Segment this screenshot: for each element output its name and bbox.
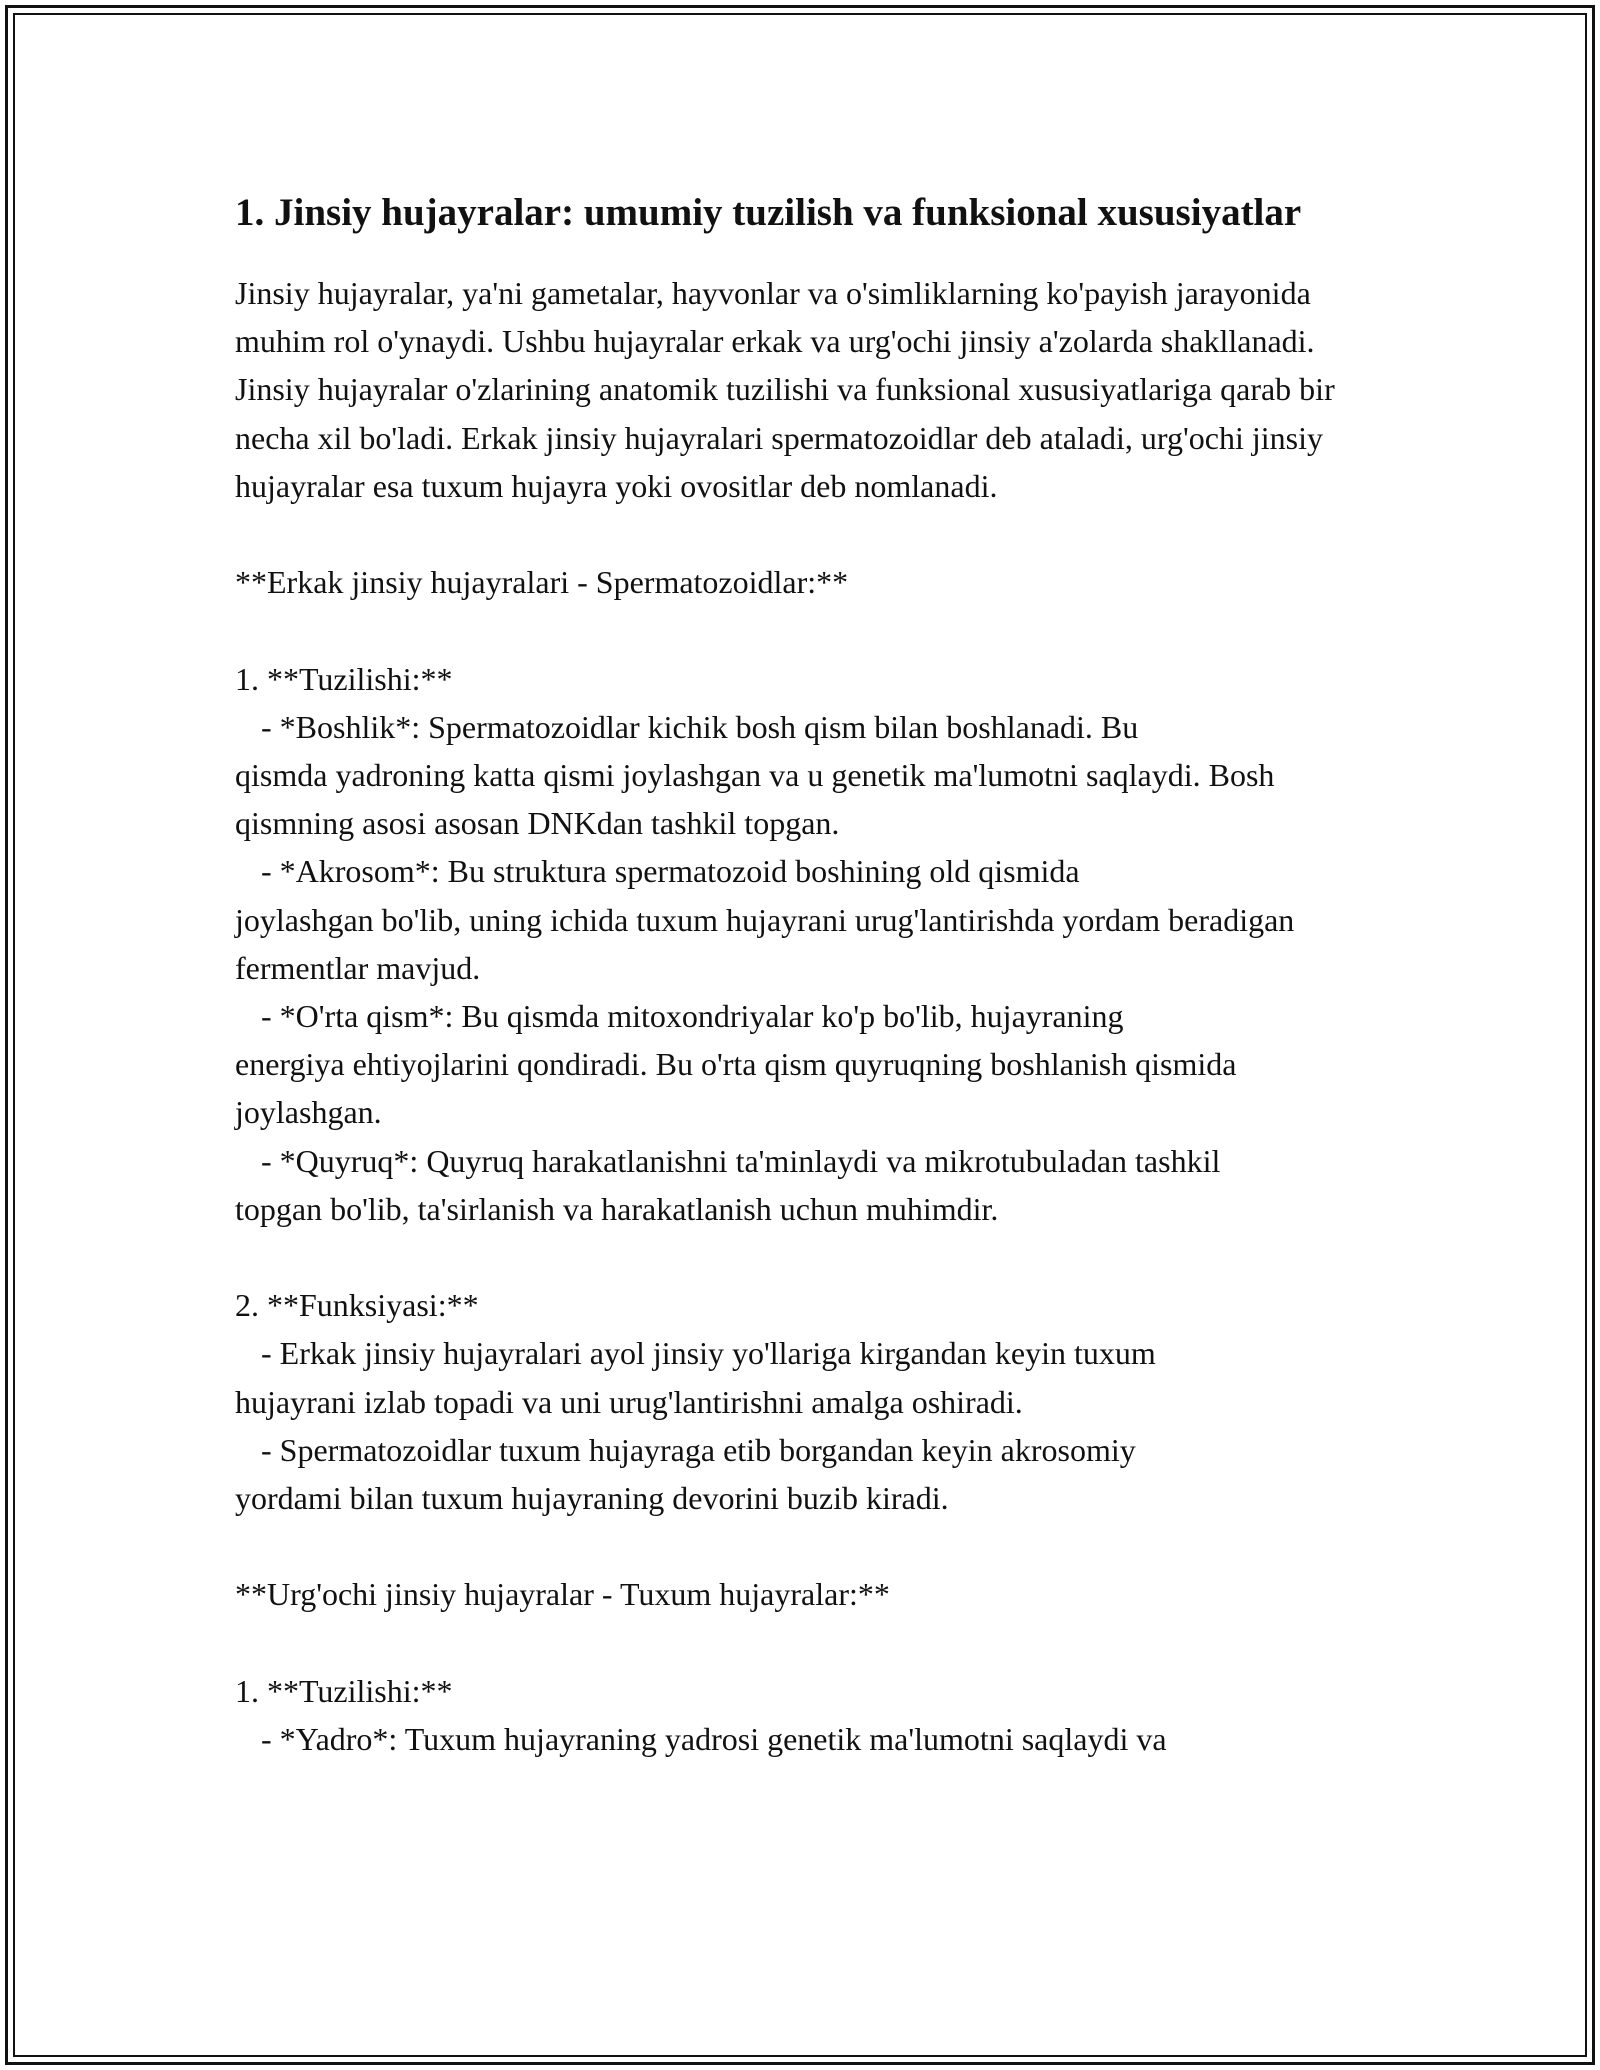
paragraph-gap: [235, 1619, 1385, 1667]
intro-paragraph: Jinsiy hujayralar, ya'ni gametalar, hayvonlar va o'simliklarning ko'payish jarayonida muhim rol o'ynaydi. Ushbu hujayralar erkak va urg'ochi jinsiy a'zolarda shakllanadi. Jinsiy hujayralar o'zlarining anatomik tuzilishi va funksional xususiyatlariga qarab bir necha xil bo'ladi. Erkak jinsiy hujayralari spermatozoidlar deb ataladi, urg'ochi jinsiy hujayralar esa tuxum hujayra yoki ovositlar deb nomlanadi.: [235, 275, 1335, 504]
female-structure-heading: 1. **Tuzilishi:**: [235, 1672, 453, 1709]
list-item-boshlik-continued: qismda yadroning katta qismi joylashgan va u genetik ma'lumotni saqlaydi. Bosh qismning asosi asosan DNKdan tashkil topgan.: [235, 757, 1275, 842]
list-item-boshlik: - *Boshlik*: Spermatozoidlar kichik bosh qism bilan boshlanadi. Bu: [261, 708, 1139, 745]
list-item-function-1: - Erkak jinsiy hujayralari ayol jinsiy yo'llariga kirgandan keyin tuxum: [261, 1335, 1156, 1372]
list-item-akrosom-continued: joylashgan bo'lib, uning ichida tuxum hujayrani urug'lantirishda yordam beradigan fermentlar mavjud.: [235, 901, 1295, 986]
male-structure-heading: 1. **Tuzilishi:**: [235, 660, 453, 697]
male-function-heading: 2. **Funksiyasi:**: [235, 1287, 479, 1324]
male-section-heading: **Erkak jinsiy hujayralari - Spermatozoidlar:**: [235, 564, 849, 601]
document-body: [235, 185, 1385, 1763]
paragraph-gap: [235, 1233, 1385, 1281]
list-item-quyruq-continued: topgan bo'lib, ta'sirlanish va harakatlanish uchun muhimdir.: [235, 1190, 999, 1227]
list-item-orta-qism-continued: energiya ehtiyojlarini qondiradi. Bu o'rta qism quyruqning boshlanish qismida joylashgan.: [235, 1046, 1237, 1131]
paragraph-gap: [235, 510, 1385, 558]
list-item-function-2-continued: yordami bilan tuxum hujayraning devorini buzib kiradi.: [235, 1480, 949, 1517]
list-item-function-2: - Spermatozoidlar tuxum hujayraga etib borgandan keyin akrosomiy: [261, 1431, 1136, 1468]
female-section-heading: **Urg'ochi jinsiy hujayralar - Tuxum hujayralar:**: [235, 1576, 890, 1613]
list-item-orta-qism: - *O'rta qism*: Bu qismda mitoxondriyalar ko'p bo'lib, hujayraning: [261, 998, 1124, 1035]
paragraph-gap: [235, 1522, 1385, 1570]
list-item-quyruq: - *Quyruq*: Quyruq harakatlanishni ta'minlaydi va mikrotubuladan tashkil: [261, 1142, 1221, 1179]
list-item-akrosom: - *Akrosom*: Bu struktura spermatozoid boshining old qismida: [261, 853, 1080, 890]
list-item-yadro: - *Yadro*: Tuxum hujayraning yadrosi genetik ma'lumotni saqlaydi va: [261, 1721, 1167, 1758]
paragraph-gap: [235, 606, 1385, 654]
list-item-function-1-continued: hujayrani izlab topadi va uni urug'lantirishni amalga oshiradi.: [235, 1383, 1023, 1420]
document-title: 1. Jinsiy hujayralar: umumiy tuzilish va funksional xususiyatlar: [235, 191, 1302, 234]
